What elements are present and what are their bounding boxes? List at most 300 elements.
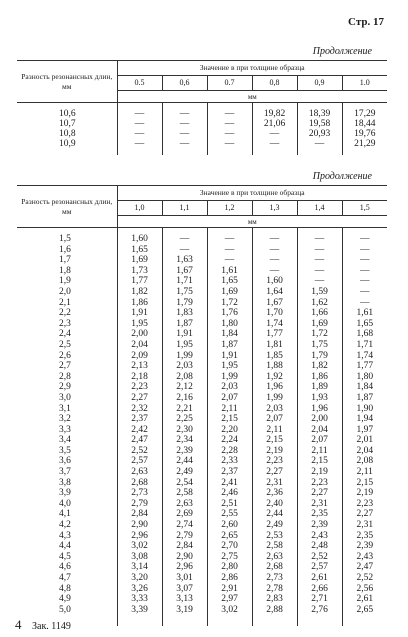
value-cell: 2,15 (207, 414, 252, 425)
value-cell: — (162, 119, 207, 129)
value-cell: 2,19 (252, 446, 297, 457)
length-cell: 1,5 (59, 234, 71, 244)
footer-order: Зак. 1149 (32, 621, 71, 632)
thickness-header: 1,1 (162, 201, 207, 216)
value-cell: 2,61 (342, 594, 387, 605)
value-cell: 2,46 (207, 488, 252, 499)
value-cell: 1,76 (207, 308, 252, 319)
value-cell: 2,03 (207, 382, 252, 393)
value-cell: 2,23 (297, 478, 342, 489)
value-cell: 2,15 (342, 478, 387, 489)
thickness-header: 0,6 (162, 76, 207, 91)
value-cell: 1,59 (297, 287, 342, 298)
value-cell: 2,63 (162, 499, 207, 510)
value-cell: — (297, 245, 342, 256)
length-cell: 1,8 (59, 265, 71, 276)
value-cell: 1,91 (117, 308, 162, 319)
value-cell: 1,65 (117, 245, 162, 256)
table-row (17, 234, 387, 245)
value-cell: 2,52 (117, 446, 162, 457)
length-cell: 3,4 (59, 435, 71, 446)
value-cell: 1,80 (342, 372, 387, 383)
value-cell: 2,12 (162, 382, 207, 393)
table-row (17, 119, 387, 129)
value-cell: 1,79 (297, 351, 342, 362)
length-cell: 2,5 (59, 339, 71, 350)
value-cell: 17,29 (342, 109, 387, 119)
table-row (17, 584, 387, 595)
value-cell: 2,23 (342, 499, 387, 510)
value-cell: 1,92 (252, 372, 297, 383)
value-cell: 1,96 (297, 404, 342, 415)
value-cell: 1,84 (207, 329, 252, 340)
value-cell: 2,16 (162, 393, 207, 404)
value-cell: 2,68 (252, 562, 297, 573)
value-cell: 2,31 (252, 478, 297, 489)
unit-label: мм (117, 216, 387, 228)
table-row (17, 446, 387, 457)
value-cell: 1,75 (162, 287, 207, 298)
value-cell: 1,68 (342, 329, 387, 340)
value-cell: 2,61 (297, 573, 342, 584)
value-cell: 2,31 (342, 520, 387, 531)
value-cell: 1,90 (342, 404, 387, 415)
value-cell: 2,74 (162, 520, 207, 531)
value-cell: 2,34 (162, 435, 207, 446)
value-cell: 1,86 (297, 372, 342, 383)
value-cell: 2,79 (117, 499, 162, 510)
value-cell: 2,43 (297, 531, 342, 542)
value-cell: 1,70 (252, 308, 297, 319)
value-cell: 2,21 (162, 404, 207, 415)
value-cell: — (252, 245, 297, 256)
value-cell: — (297, 234, 342, 245)
length-cell: 4,3 (59, 530, 71, 541)
value-cell: 2,32 (117, 404, 162, 415)
value-cell: — (297, 266, 342, 277)
value-cell: 2,23 (117, 382, 162, 393)
value-cell: 1,71 (162, 276, 207, 287)
thickness-header: 1,4 (297, 201, 342, 216)
table-row (17, 351, 387, 362)
value-cell: 1,73 (117, 266, 162, 277)
length-cell: 3,5 (59, 445, 71, 456)
length-cell: 3,6 (59, 456, 71, 467)
value-cell: 2,41 (207, 478, 252, 489)
value-cell: 2,63 (252, 552, 297, 563)
value-cell: 2,49 (162, 467, 207, 478)
value-cell: 1,77 (342, 361, 387, 372)
value-cell: 2,27 (297, 488, 342, 499)
length-cell: 4,0 (59, 498, 71, 509)
value-cell: — (207, 245, 252, 256)
value-cell: — (162, 129, 207, 139)
value-cell: 2,19 (342, 488, 387, 499)
value-cell: 2,47 (342, 562, 387, 573)
table-row (17, 319, 387, 330)
value-cell: 3,08 (117, 552, 162, 563)
value-cell: 1,97 (342, 425, 387, 436)
value-cell: 2,31 (297, 499, 342, 510)
length-cell: 3,0 (59, 392, 71, 403)
value-cell: 2,47 (117, 435, 162, 446)
value-cell: — (162, 109, 207, 119)
value-cell: 2,37 (117, 414, 162, 425)
table-row (17, 139, 387, 149)
value-cell: 1,64 (252, 287, 297, 298)
table-row (17, 308, 387, 319)
value-cell: — (207, 119, 252, 129)
value-cell: 1,84 (342, 382, 387, 393)
value-cell: 1,74 (342, 351, 387, 362)
value-cell: — (117, 109, 162, 119)
value-cell: 1,60 (117, 234, 162, 245)
value-cell: 2,70 (207, 541, 252, 552)
thickness-header: 1,0 (117, 201, 162, 216)
length-cell: 3,2 (59, 414, 71, 425)
value-cell: 2,97 (207, 594, 252, 605)
table-row (17, 340, 387, 351)
continued-label: Продолжение (312, 46, 372, 57)
value-cell: — (207, 129, 252, 139)
value-cell: — (297, 276, 342, 287)
thickness-header: 0,9 (297, 76, 342, 91)
value-cell: 3,26 (117, 584, 162, 595)
value-cell: 2,73 (117, 488, 162, 499)
table-row (17, 509, 387, 520)
value-cell: 2,04 (297, 425, 342, 436)
value-cell: 1,69 (297, 319, 342, 330)
value-cell: 1,87 (162, 319, 207, 330)
value-cell: 1,72 (207, 298, 252, 309)
table-row (17, 276, 387, 287)
value-cell: 2,00 (297, 414, 342, 425)
value-cell: 2,19 (297, 467, 342, 478)
table-row (17, 531, 387, 542)
value-cell: 2,96 (162, 562, 207, 573)
length-cell: 5,0 (59, 604, 71, 615)
value-cell: 2,96 (117, 531, 162, 542)
value-cell: 1,94 (342, 414, 387, 425)
value-cell: 1,71 (342, 340, 387, 351)
value-cell: 2,44 (252, 509, 297, 520)
value-cell: 1,62 (297, 298, 342, 309)
value-cell: 2,18 (117, 372, 162, 383)
value-cell: 2,39 (342, 541, 387, 552)
value-cell: — (342, 266, 387, 277)
value-cell: 2,13 (117, 361, 162, 372)
value-cell: 1,95 (162, 340, 207, 351)
value-cell: 18,44 (342, 119, 387, 129)
group-header: Значение в при толщине образца (117, 186, 387, 201)
value-cell: 1,96 (252, 382, 297, 393)
value-cell: 2,69 (162, 509, 207, 520)
length-cell: 10,6 (59, 109, 76, 119)
value-cell: 1,99 (207, 372, 252, 383)
value-cell: 1,66 (297, 308, 342, 319)
value-cell: 2,55 (207, 509, 252, 520)
page-number: Стр. 17 (348, 16, 384, 28)
value-cell: 2,25 (162, 414, 207, 425)
value-cell: 1,63 (162, 255, 207, 266)
table-row (17, 562, 387, 573)
value-cell: 2,07 (252, 414, 297, 425)
value-cell: 1,74 (252, 319, 297, 330)
value-cell: 2,39 (162, 446, 207, 457)
value-cell: 1,65 (207, 276, 252, 287)
value-cell: 2,04 (342, 446, 387, 457)
value-cell: 3,01 (162, 573, 207, 584)
value-cell: 3,39 (117, 605, 162, 616)
value-cell: 1,87 (342, 393, 387, 404)
table-row (17, 414, 387, 425)
value-cell: 2,73 (252, 573, 297, 584)
value-cell: 2,01 (342, 435, 387, 446)
value-cell: — (252, 255, 297, 266)
value-cell: 2,33 (207, 456, 252, 467)
table-row (17, 541, 387, 552)
value-cell: 3,20 (117, 573, 162, 584)
value-cell: 2,09 (117, 351, 162, 362)
value-cell: — (342, 245, 387, 256)
length-cell: 10,8 (59, 129, 76, 139)
value-cell: 2,71 (297, 594, 342, 605)
value-cell: — (297, 255, 342, 266)
value-cell: 2,15 (297, 456, 342, 467)
value-cell: 21,29 (342, 139, 387, 149)
row-header: Разность резонансных длин, мм (17, 61, 117, 103)
length-cell: 3,7 (59, 467, 71, 478)
value-cell: 2,37 (207, 467, 252, 478)
value-cell: 2,08 (342, 456, 387, 467)
length-cell: 4,9 (59, 594, 71, 605)
table-row (17, 372, 387, 383)
length-cell: 4,7 (59, 573, 71, 583)
value-cell: 2,48 (297, 541, 342, 552)
value-cell: 2,03 (162, 361, 207, 372)
value-cell: 2,08 (162, 372, 207, 383)
table-1 (17, 60, 387, 155)
value-cell: 2,65 (342, 605, 387, 616)
length-cell: 10,7 (59, 119, 76, 129)
value-cell: 2,88 (252, 605, 297, 616)
length-cell: 2,9 (59, 382, 71, 393)
value-cell: 2,11 (342, 467, 387, 478)
value-cell: — (252, 129, 297, 139)
value-cell: 1,67 (162, 266, 207, 277)
length-cell: 10,9 (59, 139, 76, 149)
value-cell: 3,33 (117, 594, 162, 605)
value-cell: 2,57 (297, 562, 342, 573)
value-cell: 2,49 (252, 520, 297, 531)
value-cell: — (162, 139, 207, 149)
thickness-header: 1,3 (252, 201, 297, 216)
value-cell: 19,82 (252, 109, 297, 119)
value-cell: — (342, 234, 387, 245)
length-cell: 1,9 (59, 276, 71, 287)
value-cell: — (207, 255, 252, 266)
value-cell: 2,04 (117, 340, 162, 351)
table-row (17, 605, 387, 616)
value-cell: 1,61 (342, 308, 387, 319)
table-row (17, 361, 387, 372)
value-cell: — (252, 266, 297, 277)
value-cell: 1,86 (117, 298, 162, 309)
length-cell: 1,7 (59, 255, 71, 266)
length-cell: 2,3 (59, 318, 71, 329)
table-row (17, 435, 387, 446)
value-cell: 1,99 (252, 393, 297, 404)
value-cell: — (162, 245, 207, 256)
value-cell: 1,72 (297, 329, 342, 340)
value-cell: 2,80 (207, 562, 252, 573)
value-cell: 2,60 (207, 520, 252, 531)
value-cell: 2,42 (117, 425, 162, 436)
value-cell: 1,61 (207, 266, 252, 277)
value-cell: 2,53 (252, 531, 297, 542)
value-cell: 1,60 (252, 276, 297, 287)
value-cell: 1,82 (117, 287, 162, 298)
value-cell: 2,44 (162, 456, 207, 467)
value-cell: 3,19 (162, 605, 207, 616)
value-cell: 2,11 (297, 446, 342, 457)
value-cell: 2,58 (252, 541, 297, 552)
value-cell: 2,35 (297, 509, 342, 520)
row-header: Разность резонансных длин, мм (17, 186, 117, 228)
thickness-header: 0.5 (117, 76, 162, 91)
value-cell: 2,36 (252, 488, 297, 499)
value-cell: — (342, 287, 387, 298)
value-cell: 2,91 (207, 584, 252, 595)
value-cell: 2,15 (252, 435, 297, 446)
value-cell: 2,84 (117, 509, 162, 520)
continued-label: Продолжение (312, 171, 372, 182)
value-cell: — (117, 119, 162, 129)
value-cell: 2,27 (252, 467, 297, 478)
value-cell: 2,35 (342, 531, 387, 542)
table-row (17, 404, 387, 415)
table-row (17, 129, 387, 139)
value-cell: 20,93 (297, 129, 342, 139)
length-cell: 1,6 (59, 244, 71, 255)
value-cell: 1,79 (162, 298, 207, 309)
value-cell: 1,80 (207, 319, 252, 330)
value-cell: 2,00 (117, 329, 162, 340)
value-cell: 2,52 (297, 552, 342, 563)
value-cell: 2,83 (252, 594, 297, 605)
value-cell: 1,95 (117, 319, 162, 330)
value-cell: 1,75 (297, 340, 342, 351)
value-cell: 2,84 (162, 541, 207, 552)
length-cell: 2,6 (59, 350, 71, 361)
table-row (17, 499, 387, 510)
length-cell: 2,8 (59, 371, 71, 382)
table-row (17, 467, 387, 478)
value-cell: 2,78 (252, 584, 297, 595)
value-cell: 1,83 (162, 308, 207, 319)
value-cell: 2,51 (207, 499, 252, 510)
value-cell: 3,13 (162, 594, 207, 605)
value-cell: 1,85 (252, 351, 297, 362)
value-cell: 3,02 (117, 541, 162, 552)
value-cell: 2,30 (162, 425, 207, 436)
value-cell: 2,40 (252, 499, 297, 510)
value-cell: 1,69 (207, 287, 252, 298)
value-cell: 2,63 (117, 467, 162, 478)
value-cell: 2,11 (252, 425, 297, 436)
value-cell: 21,06 (252, 119, 297, 129)
table-row (17, 594, 387, 605)
table-row (17, 478, 387, 489)
length-cell: 4,6 (59, 562, 71, 573)
table-row (17, 109, 387, 119)
length-cell: 3,9 (59, 488, 71, 499)
value-cell: 1,89 (297, 382, 342, 393)
value-cell: 1,93 (297, 393, 342, 404)
value-cell: — (207, 139, 252, 149)
length-cell: 2,0 (59, 286, 71, 297)
value-cell: 2,03 (252, 404, 297, 415)
table-row (17, 255, 387, 266)
length-cell: 4,2 (59, 520, 71, 531)
table-row (17, 245, 387, 256)
value-cell: 2,52 (342, 573, 387, 584)
length-cell: 2,4 (59, 329, 71, 340)
value-cell: 1,81 (252, 340, 297, 351)
value-cell: — (117, 129, 162, 139)
length-cell: 4,4 (59, 541, 71, 552)
value-cell: 3,02 (207, 605, 252, 616)
value-cell: 1,91 (207, 351, 252, 362)
table-row (17, 425, 387, 436)
value-cell: 2,28 (207, 446, 252, 457)
table-row (17, 393, 387, 404)
length-cell: 3,1 (59, 403, 71, 414)
value-cell: 1,67 (252, 298, 297, 309)
value-cell: 18,39 (297, 109, 342, 119)
length-cell: 4,8 (59, 583, 71, 594)
value-cell: — (297, 139, 342, 149)
value-cell: 2,90 (162, 552, 207, 563)
value-cell: 2,27 (117, 393, 162, 404)
table-row (17, 456, 387, 467)
table-row (17, 520, 387, 531)
table-row (17, 488, 387, 499)
value-cell: 2,90 (117, 520, 162, 531)
table-row (17, 329, 387, 340)
value-cell: 2,07 (297, 435, 342, 446)
value-cell: 2,11 (207, 404, 252, 415)
value-cell: — (162, 234, 207, 245)
value-cell: 2,58 (162, 488, 207, 499)
value-cell: — (207, 234, 252, 245)
value-cell: 2,07 (207, 393, 252, 404)
length-cell: 3,8 (59, 477, 71, 488)
value-cell: 2,57 (117, 456, 162, 467)
value-cell: 2,20 (207, 425, 252, 436)
value-cell: 1,77 (117, 276, 162, 287)
thickness-header: 0,8 (252, 76, 297, 91)
value-cell: 19,76 (342, 129, 387, 139)
value-cell: — (342, 255, 387, 266)
value-cell: 2,86 (207, 573, 252, 584)
length-cell: 4,5 (59, 551, 71, 562)
table-row (17, 298, 387, 309)
value-cell: 2,54 (162, 478, 207, 489)
value-cell: 1,95 (207, 361, 252, 372)
thickness-header: 1,2 (207, 201, 252, 216)
table-2 (17, 185, 387, 626)
